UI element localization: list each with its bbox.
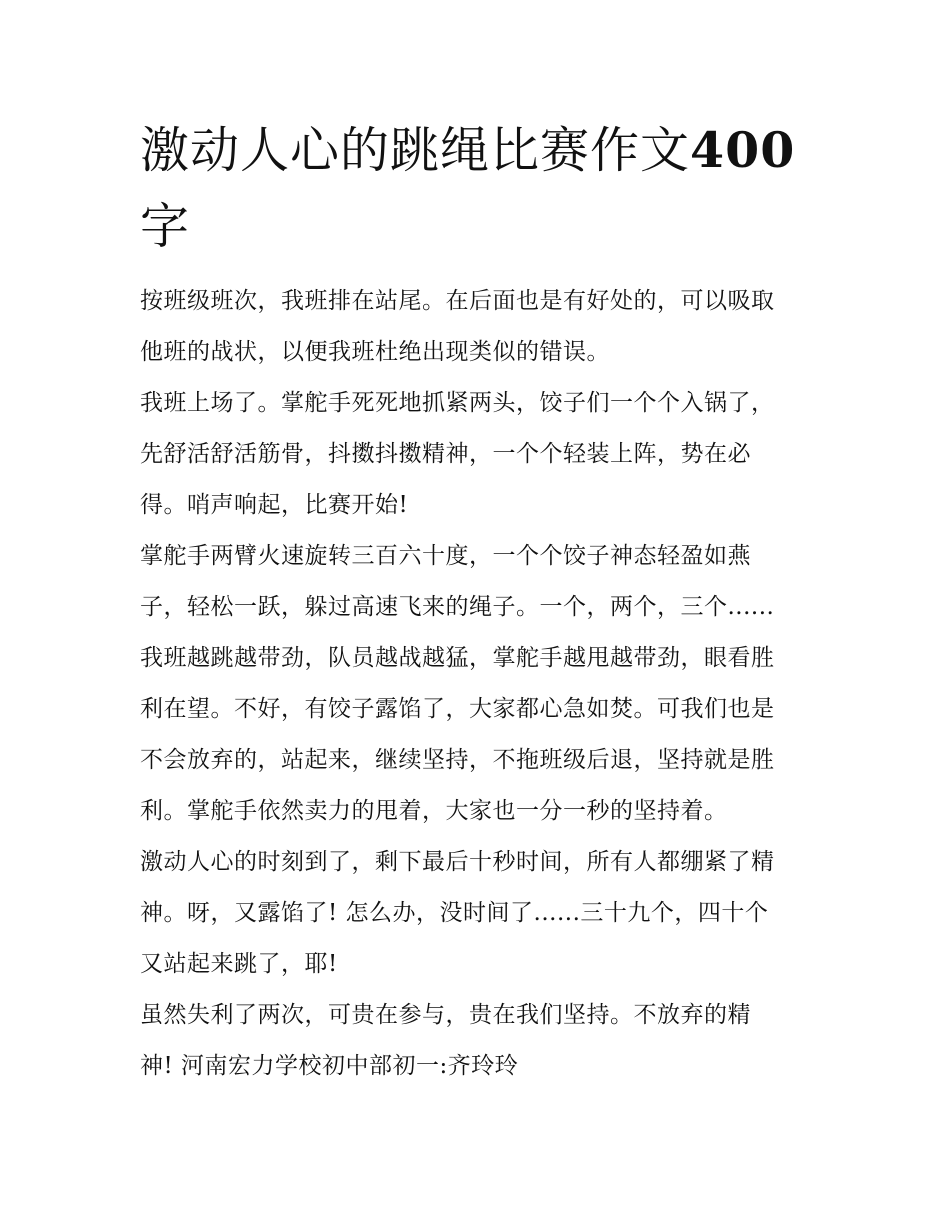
text-line: 先舒活舒活筋骨，抖擞抖擞精神，一个个轻装上阵，势在必: [140, 441, 751, 467]
text-line: 按班级班次，我班排在站尾。在后面也是有好处的，可以吸取: [140, 288, 775, 314]
text-line: 神! 河南宏力学校初中部初一:齐玲玲: [140, 1053, 519, 1079]
text-line: 神。呀，又露馅了! 怎么办，没时间了......三十九个，四十个: [140, 900, 769, 926]
text-line: 掌舵手两臂火速旋转三百六十度，一个个饺子神态轻盈如燕: [140, 543, 751, 569]
paragraph-4: [140, 837, 820, 990]
text-line: 利。掌舵手依然卖力的甩着，大家也一分一秒的坚持着。: [140, 798, 728, 824]
paragraph-5: [140, 990, 820, 1092]
text-line: 他班的战状，以便我班杜绝出现类似的错误。: [140, 339, 610, 365]
text-line: 不会放弃的，站起来，继续坚持，不拖班级后退，坚持就是胜: [140, 747, 775, 773]
text-line: 虽然失利了两次，可贵在参与，贵在我们坚持。不放弃的精: [140, 1002, 751, 1028]
essay-title: [140, 112, 820, 265]
text-line: 我班越跳越带劲，队员越战越猛，掌舵手越甩越带劲，眼看胜: [140, 645, 775, 671]
text-line: 得。哨声响起，比赛开始!: [140, 492, 409, 518]
text-line: 激动人心的时刻到了，剩下最后十秒时间，所有人都绷紧了精: [140, 849, 775, 875]
text-line: 利在望。不好，有饺子露馅了，大家都心急如焚。可我们也是: [140, 696, 775, 722]
text-line: 又站起来跳了，耶!: [140, 951, 338, 977]
title-text-cn: 激动人心的跳绳比赛作文: [140, 122, 691, 179]
text-line: 我班上场了。掌舵手死死地抓紧两头，饺子们一个个入锅了，: [140, 390, 775, 416]
title-number: 400: [690, 121, 796, 179]
title-text-char: 字: [140, 198, 191, 255]
paragraph-3: [140, 531, 820, 837]
essay-body: [140, 276, 820, 1092]
text-line: 子，轻松一跃，躲过高速飞来的绳子。一个，两个，三个......: [140, 594, 775, 620]
paragraph-2: [140, 378, 820, 531]
paragraph-1: [140, 276, 820, 378]
